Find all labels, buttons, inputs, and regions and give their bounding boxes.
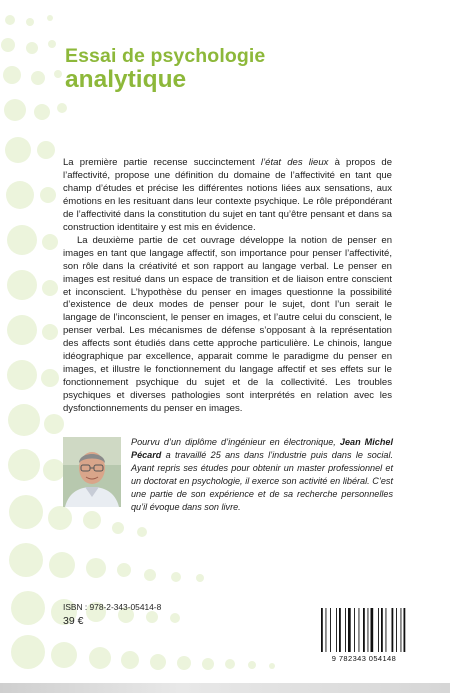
emphasis-etat-des-lieux: l’état des lieux: [260, 157, 329, 168]
barcode-bars: [318, 606, 410, 654]
author-photo: [63, 437, 121, 507]
book-title: [65, 46, 265, 93]
author-name: Jean Michel Pécard: [131, 437, 393, 460]
summary-paragraph-1: La première partie recense succinctement l’état des lieux à propos de l’affectivité, propose une définition du domaine de l’affectivité en tant que champ d’études et précise les différentes notions liées aux sensations, aux émotions en les resituant dans leur contexte psychique. Le rôle prépondérant de l’affectivité dans la constitution du sujet en tant qu’être pensant et dans sa construction identitaire y est mis en évidence.: [63, 157, 392, 233]
title-line-2: analytique: [65, 66, 187, 94]
summary-text: [63, 157, 392, 416]
summary-paragraph-2: La deuxième partie de cet ouvrage développe la notion de penser en images en tant que langage affectif, son importance pour penser l’affectivité, son rôle dans la créativité et son rapport au langage verbal. Le penser en images est resitué dans un espace de transition et de liaison entre conscient et inconscient. L’hypothèse du penser en images questionne la possibilité d’existence de deux modes de penser pour le sujet, dont l’un serait le langage de l’inconscient, le penser en images, et l’autre celui du conscient, le penser verbal. Les mécanismes de défense s’opposant à la représentation des affects sont étudiés dans cette approche particulière. Le chinois, langue idéographique par excellence, apparait comme le paradigme du penser en images, et illustre le fonctionnement du langage affectif et ses effets sur le fonctionnement psychique du sujet et de la collectivité. Les troubles psychiques et diverses pathologies sont interprétés en relation avec les dysfonctionnements du penser en images.: [63, 234, 392, 415]
barcode-number: 9 782343 054148: [331, 654, 397, 663]
isbn: ISBN : 978-2-343-05414-8: [63, 602, 162, 612]
price: 39 €: [63, 615, 84, 627]
footer-strip: [0, 683, 450, 693]
title-line-1: Essai de psychologie: [65, 45, 266, 67]
barcode: [318, 606, 410, 664]
author-bio: Pourvu d’un diplôme d’ingénieur en électronique, Jean Michel Pécard a travaillé 25 ans dans l’industrie puis dans le social. Ayant repris ses études pour obtenir un master professionnel et un doctorat en psychologie, il exerce son activité en libéral. C’est une partie de son expérience et de sa recherche personnelles qu’il évoque dans son livre.: [131, 437, 393, 512]
